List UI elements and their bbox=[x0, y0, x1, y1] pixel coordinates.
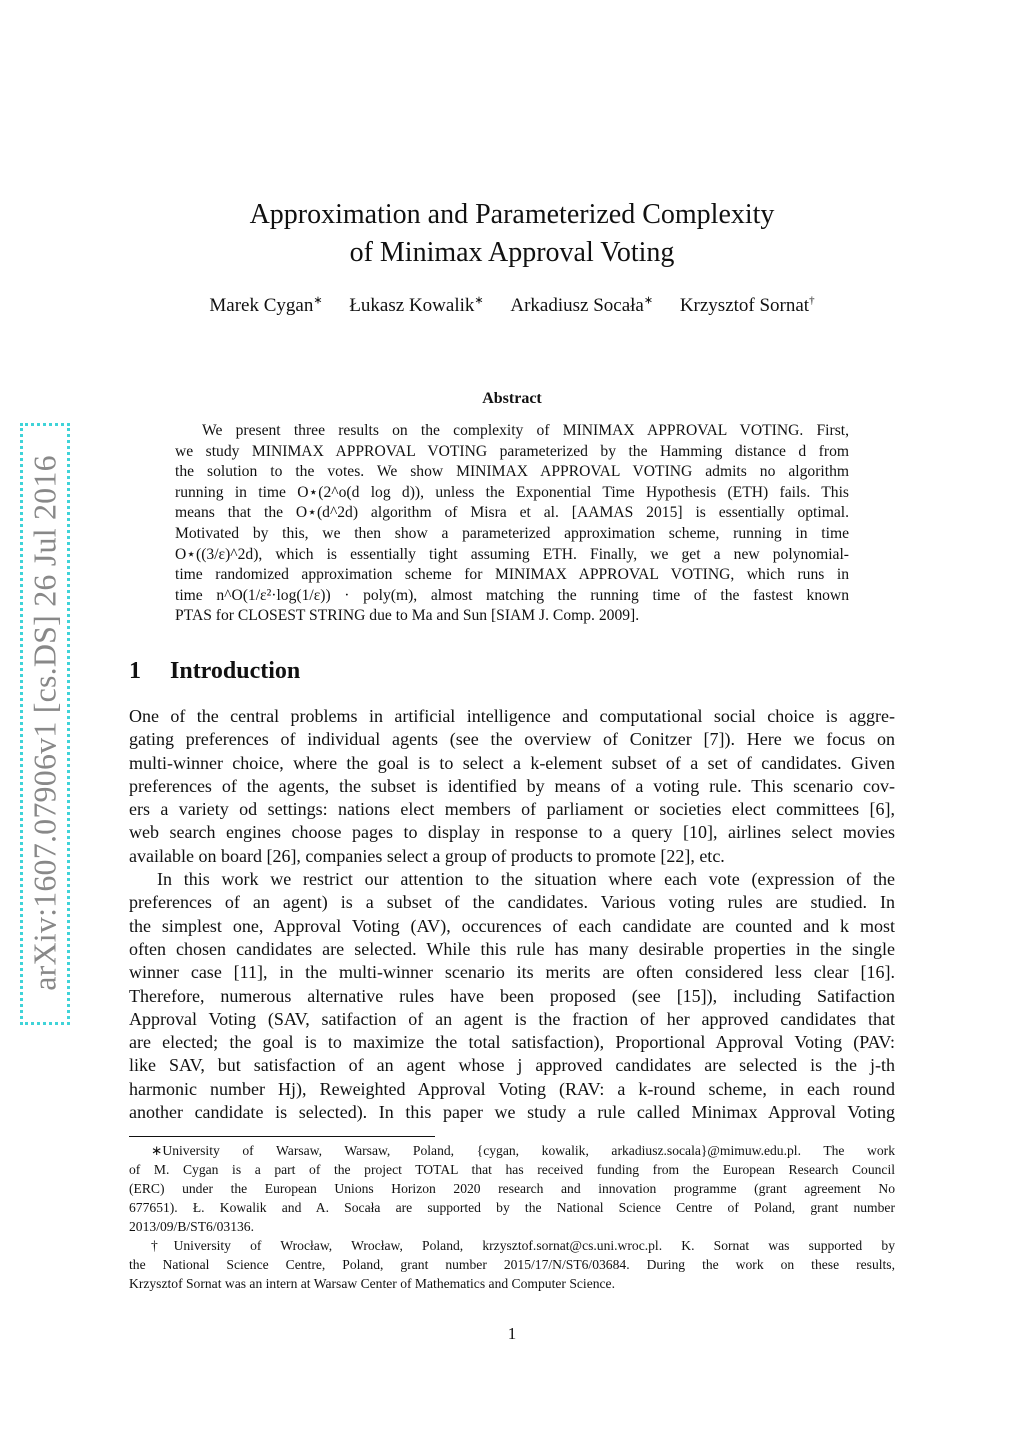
footnote-rule bbox=[129, 1136, 435, 1137]
footnote-line: 677651). Ł. Kowalik and A. Socała are supported by the National Science Centre of Poland, grant number bbox=[129, 1200, 895, 1215]
abstract-line: O⋆((3/ε)^2d), which is essentially tight assuming ETH. Finally, we get a new polynomial- bbox=[175, 545, 849, 563]
author-list bbox=[0, 295, 1024, 317]
section-title: Introduction bbox=[170, 658, 301, 684]
body-line: preferences of the agents, the subset is identified by means of a voting rule. This scenario cov- bbox=[129, 775, 895, 796]
author: Krzysztof Sornat† bbox=[679, 294, 815, 316]
body-line: web search engines choose pages to display in response to a query [10], airlines select movies bbox=[129, 822, 895, 843]
footnote-line: of M. Cygan is a part of the project TOTAL that has received funding from the European Research Council bbox=[129, 1162, 895, 1177]
author: Arkadiusz Socała∗ bbox=[510, 294, 654, 316]
body-line: Approval Voting (SAV, satifaction of an agent is the fraction of her approved candidates that bbox=[129, 1008, 895, 1029]
body-line: another candidate is selected). In this paper we study a rule called Minimax Approval Voting bbox=[129, 1102, 895, 1123]
section-number: 1 bbox=[129, 658, 141, 684]
body-line: ers a variety od settings: nations elect members of parliament or societies elect committees [6], bbox=[129, 799, 895, 820]
page-number: 1 bbox=[507, 1324, 517, 1343]
abstract-line: we study MINIMAX APPROVAL VOTING parameterized by the Hamming distance d from bbox=[175, 442, 849, 460]
abstract-line: We present three results on the complexity of MINIMAX APPROVAL VOTING. First, bbox=[202, 422, 849, 439]
title-line-2: of Minimax Approval Voting bbox=[349, 237, 675, 268]
body-line: multi-winner choice, where the goal is to select a k-element subset of a set of candidates. Given bbox=[129, 752, 895, 773]
author: Marek Cygan∗ bbox=[209, 294, 323, 316]
body-line: Therefore, numerous alternative rules have been proposed (see [15]), including Satifaction bbox=[129, 985, 895, 1006]
paper-title bbox=[0, 196, 1024, 272]
footnotes bbox=[129, 1141, 895, 1293]
abstract-line: PTAS for CLOSEST STRING due to Ma and Sun [SIAM J. Comp. 2009]. bbox=[175, 607, 640, 625]
body-line: In this work we restrict our attention to the situation where each vote (expression of the bbox=[157, 869, 895, 890]
abstract-line: time randomized approximation scheme for MINIMAX APPROVAL VOTING, which runs in bbox=[175, 566, 849, 584]
arxiv-stamp-text[interactable]: arXiv:1607.07906v1 [cs.DS] 26 Jul 2016 bbox=[26, 455, 63, 991]
body-line: gating preferences of individual agents (see the overview of Conitzer [7]). Here we focus on bbox=[129, 729, 895, 750]
abstract-body bbox=[175, 421, 849, 627]
body-line: the simplest one, Approval Voting (AV), occurences of each candidate are counted and k most bbox=[129, 915, 895, 936]
abstract-line: running in time O⋆(2^o(d log d)), unless the Exponential Time Hypothesis (ETH) fails. This bbox=[175, 483, 849, 501]
body-line: are elected; the goal is to maximize the total satisfaction), Proportional Approval Voting (PAV: bbox=[129, 1032, 895, 1053]
body-line: available on board [26], companies select a group of products to promote [22], etc. bbox=[129, 845, 725, 866]
footnote-line: (ERC) under the European Unions Horizon 2020 research and innovation programme (grant agreement No bbox=[129, 1181, 895, 1196]
abstract-line: means that the O⋆(d^2d) algorithm of Misra et al. [AAMAS 2015] is essentially optimal. bbox=[175, 504, 849, 522]
footnote-line: the National Science Centre, Poland, grant number 2015/17/N/ST6/03684. During the work on these results, bbox=[129, 1257, 895, 1272]
body-line: harmonic number Hj), Reweighted Approval Voting (RAV: a k-round scheme, in each round bbox=[129, 1078, 895, 1099]
arxiv-stamp bbox=[20, 423, 70, 1023]
footnote-line: †University of Wrocław, Wrocław, Poland, krzysztof.sornat@cs.uni.wroc.pl. K. Sornat was supported by bbox=[151, 1238, 895, 1253]
footnote-line: 2013/09/B/ST6/03136. bbox=[129, 1219, 254, 1234]
footnote-line: Krzysztof Sornat was an intern at Warsaw Center of Mathematics and Computer Science. bbox=[129, 1276, 615, 1291]
body-line: preferences of an agent) is a subset of the candidates. Various voting rules are studied. In bbox=[129, 892, 895, 913]
abstract-heading: Abstract bbox=[482, 390, 542, 407]
abstract-line: the solution to the votes. We show MINIMAX APPROVAL VOTING admits no algorithm bbox=[175, 463, 849, 481]
body-line: winner case [11], in the multi-winner scenario its merits are often considered less clear [16]. bbox=[129, 962, 895, 983]
footnote-line: ∗University of Warsaw, Warsaw, Poland, {cygan, kowalik, arkadiusz.socala}@mimuw.edu.pl. The work bbox=[151, 1143, 895, 1158]
body-line: like SAV, but satisfaction of an agent whose j approved candidates are selected is the j-th bbox=[129, 1055, 895, 1076]
title-line-1: Approximation and Parameterized Complexity bbox=[249, 199, 775, 230]
author: Łukasz Kowalik∗ bbox=[349, 294, 484, 316]
section-heading bbox=[129, 658, 300, 685]
body-line: One of the central problems in artificial intelligence and computational social choice is aggre- bbox=[129, 706, 895, 726]
body-text bbox=[129, 705, 895, 1124]
abstract-line: time n^O(1/ε²·log(1/ε)) · poly(m), almost matching the running time of the fastest known bbox=[175, 586, 849, 604]
abstract-line: Motivated by this, we then show a parameterized approximation scheme, running in time bbox=[175, 524, 849, 542]
body-line: often chosen candidates are selected. While this rule has many desirable properties in the single bbox=[129, 938, 895, 959]
